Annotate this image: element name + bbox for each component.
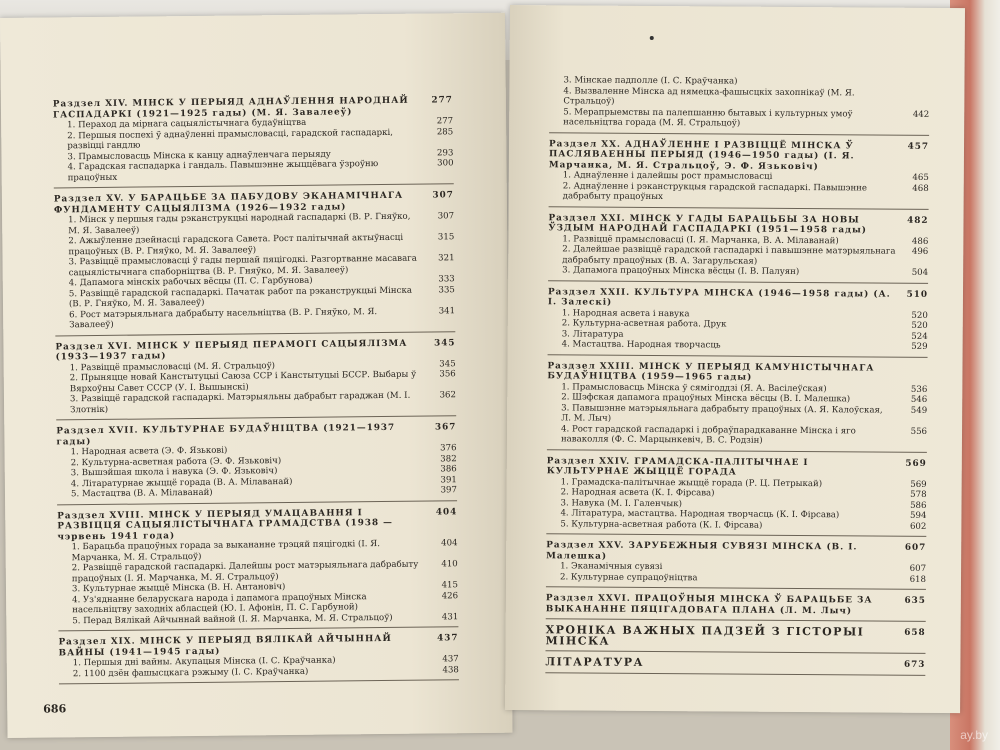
toc-item-title: 2. Аднаўленне і рэканструкцыя гарадской гаспадаркі. Павышэнне дабрабыту працоўных [562,180,868,203]
toc-section [546,456,927,537]
toc-item-title: 4. Літаратурнае жыццё горада (В. А. Мілаванай) [70,476,293,489]
right-table-of-contents [545,75,929,681]
toc-item [549,181,929,205]
section-heading [546,540,926,564]
section-heading [546,625,926,649]
toc-section [55,338,456,421]
section-heading-title: Раздзел XXIV. ГРАМАДСКА-ПАЛІТЫЧНАЕ І КУЛЬТУРНАЕ ЖЫЦЦЁ ГОРАДА [546,455,809,478]
toc-section [548,287,928,358]
left-table-of-contents [53,95,459,690]
toc-item-page: 404 [441,538,458,549]
section-heading-title: Раздзел XXVI. ПРАЦОЎНЫЯ МІНСКА Ў БАРАЦЬБЕ ЗА ВЫКАНАННЕ ПЯЦІГАДОВАГА ПЛАНА (Л. М. Лыч) [545,593,873,616]
toc-item-title: 3. Прамысловасць Мінска к канцу аднаўленчага перыяду [67,149,331,162]
toc-item-page: 586 [910,500,927,511]
section-heading-page: 404 [435,506,458,517]
toc-item-title: 3. Літаратура [561,328,624,340]
section-heading-page: 345 [433,337,456,348]
toc-item-title: 4. Вызваленне Мінска ад нямецка-фашысцкіх захопнікаў (М. Я. Стральцоў) [563,85,855,107]
toc-item-title: 4. Літаратура, мастацтва. Народная творчасць (К. І. Фірсава) [560,508,840,521]
section-heading [548,287,928,311]
toc-item-page: 307 [437,211,455,222]
toc-section [549,75,929,135]
toc-item-title: 2. Шэфская дапамога працоўных Мінска вёсцы (В. І. Малешка) [561,392,851,405]
toc-item-page: 397 [440,485,458,496]
toc-item-title: 1. Аднаўленне і далейшы рост прамысловасці [562,170,773,182]
toc-item-page: 386 [440,464,457,475]
toc-item-title: 3. Культурнае жыццё Мінска (В. Н. Антановіч) [71,582,286,595]
toc-item-page: 345 [439,358,456,369]
toc-item-title: 3. Развіццё гарадской гаспадаркі. Матэрыяльны дабрабыт гараджан (М. І. Злотнік) [69,390,411,415]
toc-item [547,403,927,427]
toc-item-title: 1. Развіццё прамысловасці (І. Я. Марчанка, В. А. Мілаванай) [562,233,839,246]
toc-section [53,95,454,188]
page-number: 686 [43,702,67,716]
toc-item-page: 549 [910,405,928,416]
toc-item-page: 356 [439,369,456,380]
section-heading-title: Раздзел XVI. МІНСК У ПЕРЫЯД ПЕРАМОГІ САЦЫЯЛІЗМА (1933—1937 гады) [55,338,408,363]
toc-item-page: 382 [440,453,457,464]
section-heading-page: 510 [906,289,929,300]
toc-section [548,213,928,284]
section-heading-title: Раздзел XXI. МІНСК У ГАДЫ БАРАЦЬБЫ ЗА НОВЫ ЎЗДЫМ НАРОДНАЙ ГАСПАДАРКІ (1951—1958 гады) [548,212,868,236]
section-heading-page: 658 [904,627,926,638]
section-heading-page: 569 [905,458,927,469]
toc-item [546,572,926,585]
toc-item-page: 520 [911,320,928,331]
section-heading-page: 635 [904,595,926,606]
toc-item-page: 524 [911,331,928,342]
section-heading [547,456,927,480]
right-page [505,5,965,713]
toc-item-title: 2. Ажыўленне дзейнасці гарадскога Савета. Рост палітычнай актыўнасці працоўных (В. Р. Гняўко, М. Я. Завалееў) [68,232,404,257]
section-heading-title: Раздзел XX. АДНАЎЛЕННЕ І РАЗВІЦЦЁ МІНСКА Ў ПАСЛЯВАЕННЫ ПЕРЫЯД (1946—1950 гады) (І. Я. Марчанка, М. Я. Стральцоў, Э. Ф. Язьковіч) [548,138,855,172]
toc-item-title: 1. Барацьба працоўных горада за выкананне трэцяй пяцігодкі (І. Я. Марчанка, М. Я. Стральцоў) [71,539,380,563]
section-heading-page: 277 [431,95,453,106]
toc-item [55,306,455,331]
toc-item-page: 546 [910,394,928,405]
toc-item [546,519,926,532]
toc-section [58,633,458,684]
toc-section [545,625,925,654]
section-heading-page: 607 [904,542,927,553]
section-heading-page: 673 [903,659,926,670]
toc-item-page: 293 [436,147,454,158]
toc-item-page [903,78,929,89]
toc-item-title: 3. Развіццё прамысловасці ў гады першай пяцігодкі. Разгортванне масавага сацыялістычнага спаборніцтва (В. Р. Гняўко, М. Я. Завалееў) [68,253,417,278]
section-heading-page: 482 [907,215,929,226]
toc-section [549,139,929,210]
toc-item-page: 442 [912,109,930,120]
toc-item-page: 438 [442,664,459,675]
section-heading-page [901,363,927,384]
section-heading-title: Раздзел XV. У БАРАЦЬБЕ ЗА ПАБУДОВУ ЭКАНАМІЧНАГА ФУНДАМЕНТУ САЦЫЯЛІЗМА (1926—1932 гады) [53,190,404,215]
section-heading-page: 457 [907,141,930,152]
toc-item [548,265,928,278]
section-heading-title: Раздзел XXII. КУЛЬТУРА МІНСКА (1946—1958 гады) (А. І. Залескі) [547,286,891,308]
toc-item-page: 602 [909,521,927,532]
toc-item-title: 2. Прыняцце новай Канстытуцыі Саюза ССР і Канстытуцыі БССР. Выбары ў Вярхоўны Савет СССР (У. І. Вышынскі) [69,369,417,394]
section-heading [545,657,925,670]
toc-item [56,390,456,415]
toc-section [57,507,458,632]
toc-item-title: 3. Павышэнне матэрыяльнага дабрабыту працоўных (А. Я. Калоўская, Л. М. Лыч) [561,402,883,424]
toc-item-title: 4. Рост гарадской гаспадаркі і добраўпарадкаванне Мінска і яго наваколля (Ф. С. Марцынкевіч, В. С. Родзін) [560,423,856,446]
toc-item-page: 285 [436,126,454,137]
toc-item-page: 426 [441,590,459,601]
toc-item-page: 341 [438,305,456,316]
toc-section [546,540,926,590]
toc-item [549,107,929,131]
toc-item-title: 1. Народная асвета і навука [561,307,690,319]
toc-item-title: 2. Культурнае супрацоўніцтва [559,571,698,583]
toc-item-title: 1. Мінск у першыя гады рэканструкцыі народнай гаспадаркі (В. Р. Гняўко, М. Я. Завалееў) [68,211,411,236]
toc-item-title: 1. Першыя дні вайны. Акупацыя Мінска (І. С. Краўчанка) [72,655,336,669]
toc-item-title: 2. 1100 дзён фашысцкага рэжыму (І. С. Краўчанка) [72,666,309,679]
toc-item-title: 4. Дапамога мінскіх рабочых вёсцы (П. С. Гарбунова) [68,275,313,289]
toc-item-title: 1. Эканамічныя сувязі [560,561,663,573]
toc-section [545,657,925,675]
toc-item-title: 5. Мерапрыемствы па палепшанню бытавых і культурных умоў насельніцтва горада (М. Я. Стральцоў) [563,106,853,129]
section-heading-title: Раздзел XVII. КУЛЬТУРНАЕ БУДАЎНІЦТВА (1921—1937 гады) [56,422,396,447]
toc-item-title: 6. Рост матэрыяльнага дабрабыту насельніцтва (В. Р. Гняўко, М. Я. Завалееў) [69,306,378,331]
toc-item-page: 578 [910,489,927,500]
watermark: ay.by [960,728,988,742]
toc-item-page: 362 [439,390,457,401]
toc-section [56,422,457,505]
section-heading-title: Раздзел XXIII. МІНСК У ПЕРЫЯД КАМУНІСТЫЧНАГА БУДАЎНІЦТВА (1959—1965 гады) [547,360,875,383]
section-heading-page: 437 [437,633,459,644]
section-heading [548,213,928,237]
toc-item-title: 4. Мастацтва. Народная творчасць [561,339,721,351]
section-heading-title: Раздзел XIV. МІНСК У ПЕРЫЯД АДНАЎЛЕННЯ НАРОДНАЙ ГАСПАДАРКІ (1921—1925 гады) (М. Я. Завалееў) [52,95,409,120]
toc-item-page: 321 [438,253,455,264]
toc-section [54,190,455,336]
toc-item-title: 5. Мастацтва (В. А. Мілаванай) [70,487,213,500]
toc-item-title: 1. Развіццё прамысловасці (М. Я. Стральцоў) [69,360,276,373]
toc-item-title: 2. Культурна-асветная работа. Друк [561,318,727,330]
toc-item [547,424,927,448]
toc-item [548,339,928,352]
toc-item-page: 465 [912,172,929,183]
toc-item-title: 3. Навука (М. І. Галенчык) [560,497,683,509]
toc-item-page: 410 [441,559,458,570]
toc-item-title: 1. Народная асвета (Э. Ф. Язькові) [70,445,228,458]
toc-item-title: 5. Перад Вялікай Айчыннай вайной (І. Я. Марчанка, М. Я. Стральцоў) [72,612,393,626]
toc-section [546,593,926,622]
toc-item [549,86,929,110]
section-heading-page: 307 [432,190,454,201]
toc-item-title: 2. Развіццё гарадской гаспадаркі. Далейшы рост матэрыяльнага дабрабыту працоўных (І. Я. Марчанка, М. Я. Стральцоў) [71,559,419,584]
toc-item-page: 520 [911,310,928,321]
toc-item-page: 431 [441,611,459,622]
toc-item-page: 496 [911,246,929,257]
toc-item-title: 1. Пераход да мірнага сацыялістычнага будаўніцтва [67,117,307,131]
toc-item-page: 315 [437,232,455,243]
ink-dot [650,36,654,40]
toc-item-title: 2. Далейшае развіццё гарадской гаспадаркі і павышэнне матэрыяльнага дабрабыту працоўных (В. А. Загарульская) [562,244,896,267]
toc-item-page: 335 [438,284,455,295]
toc-item-title: 2. Культурна-асветная работа (Э. Ф. Язьковіч) [70,455,282,468]
toc-item [54,158,454,183]
section-heading [547,361,927,385]
left-page [0,13,513,738]
toc-item-page: 618 [909,574,927,585]
toc-item-title: 5. Культурна-асветная работа (К. І. Фірсава) [560,518,763,531]
section-heading [57,507,457,543]
toc-item-page: 277 [436,116,454,127]
toc-item-page: 536 [910,384,928,395]
toc-item-page: 468 [912,183,929,194]
toc-item-page: 333 [438,274,455,285]
section-heading-title: Раздзел XVIII. МІНСК У ПЕРЫЯД УМАЦАВАННЯ І РАЗВІЦЦЯ САЦЫЯЛІСТЫЧНАГА ГРАМАДСТВА (1938 — чэрвень 1941 года) [57,507,393,542]
toc-item-title: 4. Уз'яднанне беларускага народа і дапамога працоўных Мінска насельніцтву заходніх абласцей (Ю. І. Афонін, П. С. Гарбуной) [72,591,367,616]
section-heading-page: 367 [434,422,457,433]
toc-item-page: 391 [440,474,457,485]
toc-item-title: 3. Вышэйшая школа і навука (Э. Ф. Язьковіч) [70,466,278,479]
toc-item-page: 437 [442,654,459,665]
toc-item-page: 569 [910,479,927,490]
section-heading-title: Раздзел XIX. МІНСК У ПЕРЫЯД ВЯЛІКАЙ АЙЧЫННАЙ ВАЙНЫ (1941—1945 гады) [58,633,392,658]
toc-item-title: 3. Дапамога працоўных Мінска вёсцы (І. В. Палуян) [562,265,800,278]
toc-item-title: 2. Першыя поспехі ў аднаўленні прамысловасці, гарадской гаспадаркі, развіцці гандлю [67,127,393,152]
section-heading-title: ЛІТАРАТУРА [545,655,645,669]
toc-item-title: 5. Развіццё гарадской гаспадаркі. Пачатак работ па рэканструкцыі Мінска (В. Р. Гняўко, М. Я. Завалееў) [68,285,412,310]
toc-item-page: 607 [909,563,927,574]
section-heading [549,139,929,173]
toc-item-title: 1. Грамадска-палітычнае жыццё горада (Р. Ц. Петрыкай) [560,476,823,489]
toc-item-page [903,88,929,109]
toc-item-page: 376 [440,443,457,454]
section-heading [546,593,926,617]
toc-item-page: 529 [911,341,928,352]
toc-item-title: 4. Гарадская гаспадарка і гандаль. Павышэнне жыццёвага ўзроўню працоўных [67,159,379,183]
toc-item-page: 556 [910,426,928,437]
toc-item-title: 2. Народная асвета (К. І. Фірсава) [560,487,715,499]
toc-item-page: 486 [911,236,929,247]
section-heading-title: Раздзел XXV. ЗАРУБЕЖНЫЯ СУВЯЗІ МІНСКА (В. І. Малешка) [546,540,858,562]
toc-item [548,244,928,268]
toc-item-title: 3. Мінскае падполле (І. С. Краўчанка) [563,75,738,87]
section-heading-title: ХРОНІКА ВАЖНЫХ ПАДЗЕЙ З ГІСТОРЫІ МІНСКА [545,623,865,648]
toc-item-page: 300 [437,158,454,169]
toc-section [547,361,928,453]
toc-item-page: 594 [910,510,927,521]
toc-item-title: 1. Прамысловасць Мінска ў сямігоддзі (Я. А. Васілеўская) [561,381,827,394]
toc-item-page: 504 [911,267,929,278]
toc-item-page: 415 [441,580,459,591]
